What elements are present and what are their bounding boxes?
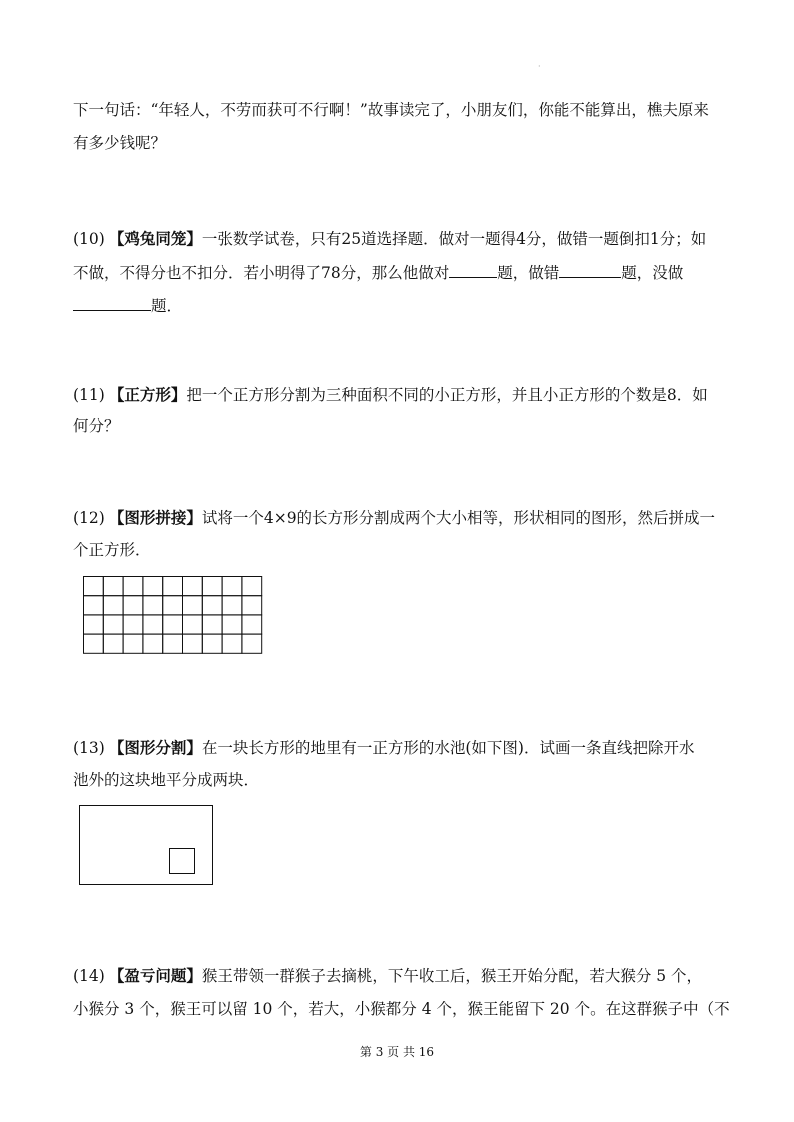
grid-cell bbox=[163, 596, 183, 615]
grid-cell bbox=[103, 634, 123, 653]
q10-line-1 bbox=[73, 229, 733, 249]
q11-line-1 bbox=[73, 385, 733, 405]
q10-text-2a: 不做，不得分也不扣分．若小明得了78分，那么他做对 bbox=[73, 264, 450, 282]
grid-cell bbox=[202, 577, 222, 596]
grid-cell bbox=[123, 596, 143, 615]
q14-number: (14) bbox=[73, 967, 105, 985]
grid-cell bbox=[242, 577, 262, 596]
q10-number: (10) bbox=[73, 230, 105, 248]
grid-cell bbox=[242, 596, 262, 615]
q10-text-1: 一张数学试卷，只有25道选择题．做对一题得4分，做错一题倒扣1分；如 bbox=[201, 230, 707, 248]
grid-cell bbox=[143, 577, 163, 596]
grid-cell bbox=[183, 596, 203, 615]
q10-text-2c: 题，没做 bbox=[621, 264, 684, 282]
intro-line-1: 下一句话：“年轻人，不劳而获可不行啊！”故事读完了，小朋友们，你能不能算出，樵夫原来 bbox=[73, 101, 709, 119]
grid-cell bbox=[143, 615, 163, 634]
grid-cell bbox=[103, 615, 123, 634]
field-with-pool-figure bbox=[79, 805, 213, 886]
q10-blank-wrong[interactable] bbox=[559, 262, 621, 278]
grid-cell bbox=[84, 596, 104, 615]
q10-text-3: 题． bbox=[151, 297, 183, 315]
grid-cell bbox=[84, 577, 104, 596]
grid-cell bbox=[84, 634, 104, 653]
grid-cell bbox=[183, 615, 203, 634]
q10-blank-correct[interactable] bbox=[449, 262, 497, 278]
q11-tag: 【正方形】 bbox=[108, 385, 187, 404]
q11-line-2: 何分？ bbox=[73, 417, 120, 435]
intro-line-2: 有多少钱呢？ bbox=[73, 134, 167, 152]
grid-cell bbox=[103, 577, 123, 596]
grid-cell bbox=[143, 596, 163, 615]
q13-tag: 【图形分割】 bbox=[108, 738, 202, 757]
grid-cell bbox=[222, 634, 242, 653]
q13-number: (13) bbox=[73, 739, 105, 757]
q12-line-2: 个正方形． bbox=[73, 541, 151, 559]
q11-number: (11) bbox=[73, 386, 105, 404]
grid-cell bbox=[163, 615, 183, 634]
q10-tag: 【鸡兔同笼】 bbox=[108, 229, 202, 248]
grid-cell bbox=[163, 634, 183, 653]
q12-tag: 【图形拼接】 bbox=[108, 508, 202, 527]
grid-cell bbox=[183, 577, 203, 596]
grid-cell bbox=[163, 577, 183, 596]
grid-cell bbox=[143, 634, 163, 653]
scan-mark: · bbox=[538, 62, 541, 71]
grid-cell bbox=[202, 634, 222, 653]
grid-cell bbox=[123, 615, 143, 634]
q12-number: (12) bbox=[73, 509, 105, 527]
pool-square bbox=[170, 849, 195, 874]
grid-cell bbox=[84, 615, 104, 634]
q13-line-1 bbox=[73, 738, 733, 758]
q14-line-2: 小猴分 3 个，猴王可以留 10 个，若大，小猴都分 4 个，猴王能留下 20 个。在这群猴子中（不 bbox=[73, 1000, 730, 1018]
grid-cell bbox=[202, 596, 222, 615]
grid-cell bbox=[222, 577, 242, 596]
grid-cell bbox=[123, 634, 143, 653]
grid-cell bbox=[202, 615, 222, 634]
field-rectangle bbox=[80, 806, 213, 885]
grid-cell bbox=[242, 615, 262, 634]
grid-cell bbox=[222, 615, 242, 634]
page-footer: 第 3 页 共 16 bbox=[359, 1045, 435, 1059]
q12-text-1: 试将一个4×9的长方形分割成两个大小相等，形状相同的图形，然后拼成一 bbox=[201, 509, 716, 527]
q13-text-1: 在一块长方形的地里有一正方形的水池(如下图)．试画一条直线把除开水 bbox=[201, 739, 695, 757]
q14-tag: 【盈亏问题】 bbox=[108, 966, 202, 985]
grid-cell bbox=[123, 577, 143, 596]
grid-cell bbox=[103, 596, 123, 615]
q10-text-2b: 题，做错 bbox=[497, 264, 560, 282]
q11-text-1: 把一个正方形分割为三种面积不同的小正方形，并且小正方形的个数是8．如 bbox=[186, 386, 708, 404]
grid-cell bbox=[242, 634, 262, 653]
q10-line-2 bbox=[73, 262, 733, 283]
rectangle-grid-4x9 bbox=[83, 576, 263, 655]
q10-line-3 bbox=[73, 295, 733, 316]
grid-cell bbox=[183, 634, 203, 653]
q10-blank-unanswered[interactable] bbox=[73, 295, 151, 311]
q14-line-1 bbox=[73, 966, 733, 986]
q12-line-1 bbox=[73, 508, 733, 528]
q14-text-1: 猴王带领一群猴子去摘桃，下午收工后，猴王开始分配，若大猴分 5 个， bbox=[201, 967, 703, 985]
grid-cell bbox=[222, 596, 242, 615]
q13-line-2: 池外的这块地平分成两块． bbox=[73, 771, 260, 789]
